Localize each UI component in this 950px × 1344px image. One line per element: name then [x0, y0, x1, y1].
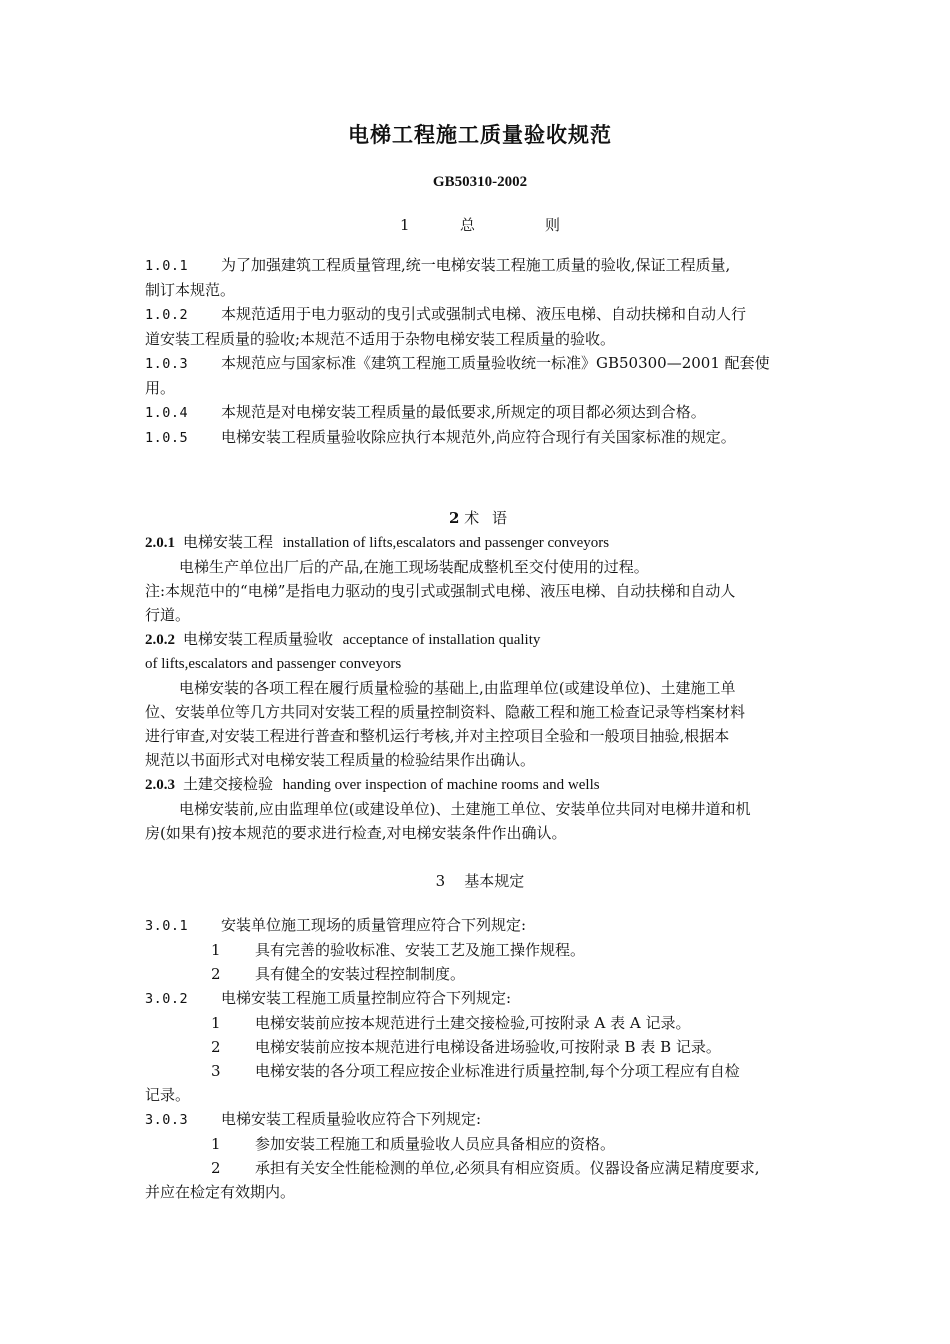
standard-code: GB50310-2002	[432, 174, 528, 190]
clause-1-0-5	[145, 425, 815, 450]
term-description: 电梯生产单位出厂后的产品,在施工现场装配成整机至交付使用的过程。	[179, 558, 649, 576]
term-description: 电梯安装的各项工程在履行质量检验的基础上,由监理单位(或建设单位)、土建施工单	[179, 679, 736, 697]
chapter-3-heading	[145, 869, 815, 893]
clause-number: 1.0.2	[145, 307, 189, 323]
clause-text: 安装单位施工现场的质量管理应符合下列规定:	[221, 916, 527, 934]
item-text: 电梯安装前应按本规范进行电梯设备进场验收,可按附录 B 表 B 记录。	[255, 1038, 721, 1056]
clause-number: 1.0.4	[145, 405, 189, 421]
item-number: 1	[211, 941, 221, 959]
item-number: 1	[211, 1014, 221, 1032]
list-item	[145, 1035, 815, 1059]
item-number: 3	[211, 1062, 221, 1080]
item-text: 承担有关安全性能检测的单位,必须具有相应资质。仪器设备应满足精度要求,	[255, 1159, 760, 1177]
document-page	[145, 118, 815, 1204]
term-number: 2.0.2	[145, 632, 175, 648]
term-en: installation of lifts,escalators and passenger conveyors	[282, 535, 610, 551]
item-text-cont: 记录。	[145, 1086, 191, 1104]
item-text: 参加安装工程施工和质量验收人员应具备相应的资格。	[255, 1135, 616, 1153]
clause-text-cont: 道安装工程质量的验收;本规范不适用于杂物电梯安装工程质量的验收。	[145, 330, 616, 348]
chapter-1-number: 1	[399, 216, 410, 234]
document-title: 电梯工程施工质量验收规范	[348, 122, 612, 147]
clause-1-0-4	[145, 400, 815, 425]
item-number: 2	[211, 1159, 221, 1177]
list-item	[145, 1132, 815, 1156]
item-text: 具有完善的验收标准、安装工艺及施工操作规程。	[255, 941, 586, 959]
item-text-cont: 并应在检定有效期内。	[145, 1183, 296, 1201]
clause-text: 电梯安装工程质量验收应符合下列规定:	[221, 1110, 482, 1128]
clause-number: 1.0.1	[145, 258, 189, 274]
item-number: 2	[211, 965, 221, 983]
clause-text: 本规范适用于电力驱动的曳引式或强制式电梯、液压电梯、自动扶梯和自动人行	[221, 305, 747, 323]
term-description-cont: 房(如果有)按本规范的要求进行检查,对电梯安装条件作出确认。	[145, 824, 567, 842]
chapter-3-title: 基本规定	[464, 872, 525, 890]
list-item	[145, 1156, 815, 1180]
chapter-2-title: 术 语	[464, 509, 511, 527]
clause-number: 1.0.3	[145, 356, 189, 372]
term-cn: 土建交接检验	[183, 775, 274, 793]
term-description: 电梯安装前,应由监理单位(或建设单位)、土建施工单位、安装单位共同对电梯井道和机	[179, 800, 751, 818]
clause-text: 本规范应与国家标准《建筑工程施工质量验收统一标准》GB50300—2001 配套使	[221, 354, 770, 372]
chapter-2-number: 2	[449, 509, 460, 527]
term-en: handing over inspection of machine rooms and wells	[282, 777, 600, 793]
clause-1-0-2	[145, 302, 815, 351]
term-2-0-1	[145, 530, 815, 627]
clause-text: 电梯安装工程施工质量控制应符合下列规定:	[221, 989, 512, 1007]
term-description-cont: 位、安装单位等几方共同对安装工程的质量控制资料、隐蔽工程和施工检查记录等档案材料	[145, 703, 746, 721]
clause-text: 电梯安装工程质量验收除应执行本规范外,尚应符合现行有关国家标准的规定。	[221, 428, 736, 446]
item-text: 电梯安装前应按本规范进行土建交接检验,可按附录 A 表 A 记录。	[255, 1014, 691, 1032]
item-text: 电梯安装的各分项工程应按企业标准进行质量控制,每个分项工程应有自检	[255, 1062, 740, 1080]
clause-text-cont: 制订本规范。	[145, 281, 236, 299]
clause-3-0-1	[145, 913, 815, 986]
list-item	[145, 938, 815, 962]
clause-3-0-2	[145, 986, 815, 1107]
term-en-cont: of lifts,escalators and passenger conveyors	[145, 656, 402, 672]
list-item	[145, 1011, 815, 1035]
item-text: 具有健全的安装过程控制制度。	[255, 965, 466, 983]
clause-text: 本规范是对电梯安装工程质量的最低要求,所规定的项目都必须达到合格。	[221, 403, 706, 421]
chapter-2-heading	[145, 506, 815, 530]
term-description-cont: 进行审查,对安装工程进行普查和整机运行考核,并对主控项目全验和一般项目抽验,根据本	[145, 727, 730, 745]
chapter-1-heading	[145, 213, 815, 237]
term-2-0-2	[145, 627, 815, 772]
clause-3-0-3	[145, 1107, 815, 1204]
clause-number: 3.0.2	[145, 991, 189, 1007]
clause-text: 为了加强建筑工程质量管理,统一电梯安装工程施工质量的验收,保证工程质量,	[221, 256, 731, 274]
term-note: 注:本规范中的“电梯”是指电力驱动的曳引式或强制式电梯、液压电梯、自动扶梯和自动人	[145, 582, 736, 600]
term-2-0-3	[145, 772, 815, 845]
chapter-3-number: 3	[435, 872, 446, 890]
clause-number: 3.0.1	[145, 918, 189, 934]
chapter-1-title-b: 则	[545, 216, 561, 234]
term-number: 2.0.1	[145, 535, 175, 551]
clause-1-0-1	[145, 253, 815, 302]
term-number: 2.0.3	[145, 777, 175, 793]
clause-text-cont: 用。	[145, 379, 176, 397]
item-number: 2	[211, 1038, 221, 1056]
clause-number: 3.0.3	[145, 1112, 189, 1128]
term-note-cont: 行道。	[145, 606, 191, 624]
clause-number: 1.0.5	[145, 430, 189, 446]
chapter-1-title-a: 总	[459, 216, 475, 234]
list-item	[145, 1059, 815, 1083]
term-cn: 电梯安装工程	[183, 533, 274, 551]
term-cn: 电梯安装工程质量验收	[183, 630, 334, 648]
list-item	[145, 962, 815, 986]
term-description-cont: 规范以书面形式对电梯安装工程质量的检验结果作出确认。	[145, 751, 536, 769]
clause-1-0-3	[145, 351, 815, 400]
term-en: acceptance of installation quality	[342, 632, 541, 648]
item-number: 1	[211, 1135, 221, 1153]
